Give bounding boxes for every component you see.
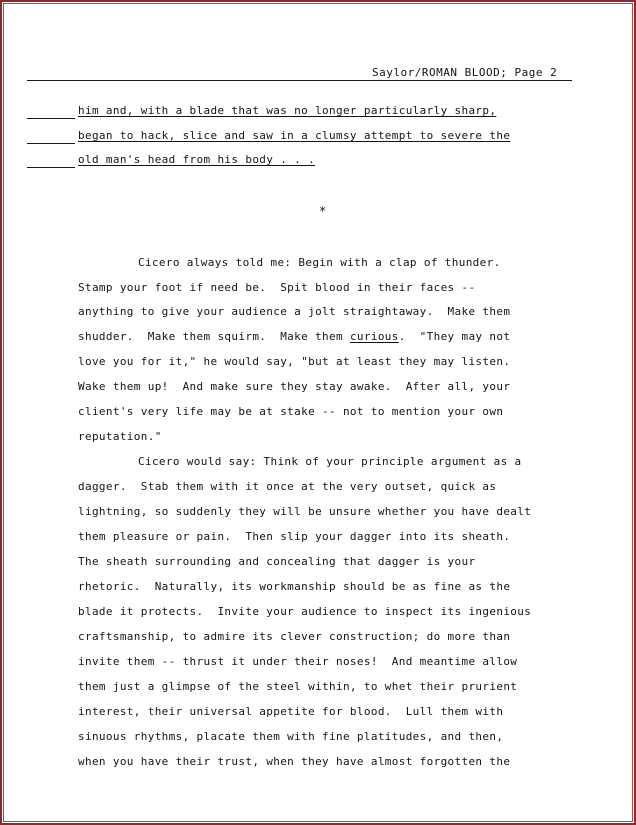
- paragraph-2-line-9: invite them -- thrust it under their noses! And meantime allow: [78, 655, 518, 668]
- paragraph-2-line-4: them pleasure or pain. Then slip your dagger into its sheath.: [78, 530, 511, 543]
- paragraph-1-line-5: love you for it," he would say, "but at least they may listen.: [78, 355, 511, 368]
- section-separator: *: [319, 204, 327, 218]
- excerpt-line-2: began to hack, slice and saw in a clumsy attempt to severe the: [78, 129, 511, 142]
- excerpt-margin-rule-1: [27, 118, 75, 119]
- paragraph-2-line-11: interest, their universal appetite for blood. Lull them with: [78, 705, 504, 718]
- paragraph-2-line-2: dagger. Stab them with it once at the very outset, quick as: [78, 480, 497, 493]
- paragraph-2-line-8: craftsmanship, to admire its clever construction; do more than: [78, 630, 511, 643]
- excerpt-line-3: old man's head from his body . . .: [78, 153, 316, 166]
- excerpt-margin-rule-3: [27, 167, 75, 168]
- excerpt-margin-rule-2: [27, 143, 75, 144]
- paragraph-2-line-6: rhetoric. Naturally, its workmanship should be as fine as the: [78, 580, 511, 593]
- paragraph-1-line-2: Stamp your foot if need be. Spit blood in their faces --: [78, 281, 476, 294]
- paragraph-1-line-4-end: . "They may not: [398, 330, 511, 343]
- paragraph-1-line-4-start: shudder. Make them squirm. Make them: [78, 330, 350, 343]
- paragraph-1-line-8: reputation.": [78, 430, 162, 443]
- paragraph-2-line-7: blade it protects. Invite your audience to inspect its ingenious: [78, 605, 532, 618]
- paragraph-1-line-1: [138, 256, 501, 270]
- paragraph-1-line-6: Wake them up! And make sure they stay awake. After all, your: [78, 380, 511, 393]
- paragraph-2-line-5: The sheath surrounding and concealing that dagger is your: [78, 555, 476, 568]
- paragraph-2-line-3: lightning, so suddenly they will be unsure whether you have dealt: [78, 505, 532, 518]
- paragraph-1-line-7: client's very life may be at stake -- not to mention your own: [78, 405, 504, 418]
- paragraph-2-line-10: them just a glimpse of the steel within, to whet their prurient: [78, 680, 518, 693]
- excerpt-line-1: him and, with a blade that was no longer particularly sharp,: [78, 104, 497, 117]
- paragraph-1-line-3: anything to give your audience a jolt straightaway. Make them: [78, 305, 511, 318]
- paragraph-2-line-1: Cicero would say: Think of your principle argument as a: [138, 455, 522, 468]
- paragraph-2-line-13: when you have their trust, when they have almost forgotten the: [78, 755, 511, 768]
- underlined-word-curious: curious: [349, 330, 399, 343]
- paragraph-1-line-4: [78, 330, 510, 344]
- paragraph-1-text: Cicero always told me: Begin with a clap of thunder.: [138, 256, 501, 269]
- header-rule: [27, 80, 572, 81]
- paragraph-2-line-12: sinuous rhythms, placate them with fine platitudes, and then,: [78, 730, 504, 743]
- running-head: Saylor/ROMAN BLOOD; Page 2: [372, 66, 558, 79]
